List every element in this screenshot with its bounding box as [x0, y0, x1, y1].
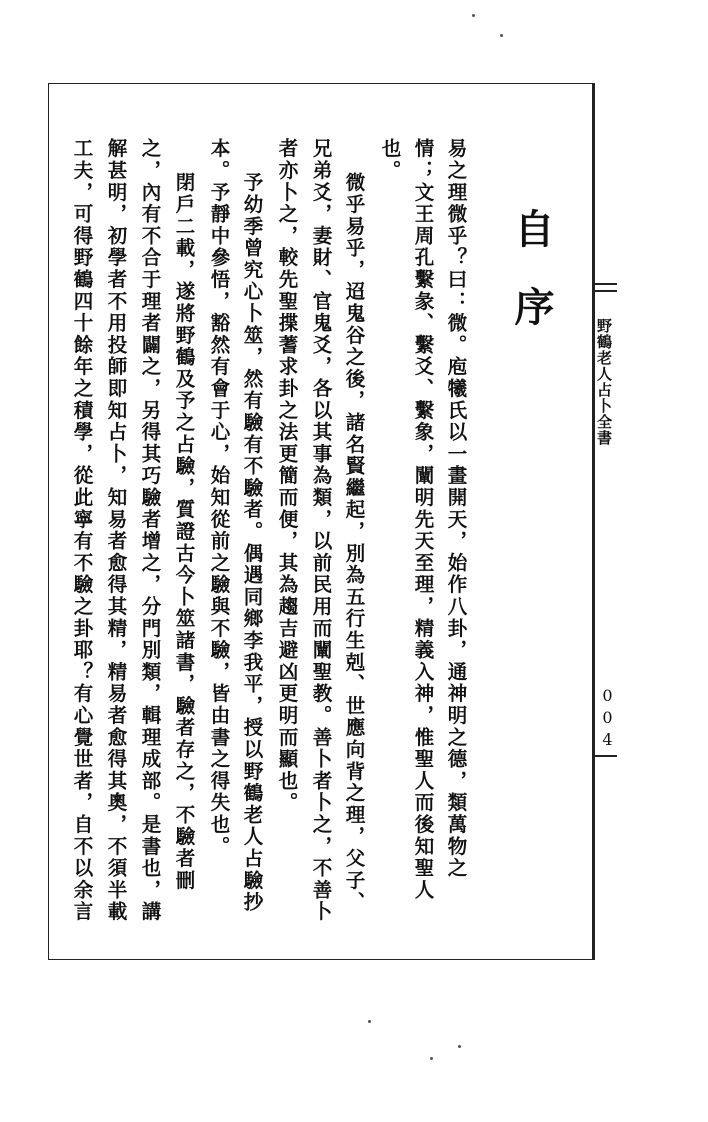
text-column: 情；文王周孔繫彖、繫爻、繫象，闡明先天至理，精義入神，惟聖人而後知聖人 — [411, 138, 435, 901]
text-column: 微乎易乎，迢鬼谷之後，諸名賢繼起，別為五行生剋、世應向背之理，父子、 — [342, 172, 366, 914]
text-column: 也。 — [378, 138, 402, 182]
scan-speck — [430, 1057, 433, 1060]
page-number: 004 — [598, 686, 617, 752]
text-column: 解甚明，初學者不用投師即知占卜，知易者愈得其精，精易者愈得其奧，不須半載 — [104, 138, 128, 923]
page-title: 自序 — [508, 208, 555, 364]
head-tab-top — [593, 283, 617, 285]
scan-speck — [472, 14, 475, 17]
scan-speck — [368, 1020, 371, 1023]
text-column: 者亦卜之，較先聖揲蓍求卦之法更簡而便，其為趨吉避凶更明而顯也。 — [275, 138, 299, 814]
text-column: 本。予靜中參悟，豁然有會于心，始知從前之驗與不驗，皆由書之得失也。 — [207, 138, 231, 858]
text-column: 之，內有不合于理者闢之，另得其巧驗者增之，分門別類，輯理成部。是書也，講 — [138, 138, 162, 923]
text-column: 工夫，可得野鶴四十餘年之積學，從此寧有不驗之卦耶？有心覺世者，自不以余言 — [70, 138, 94, 923]
text-column: 易之理微乎？曰：微。庖犧氏以一畫開天，始作八卦，通神明之德，類萬物之 — [444, 138, 468, 880]
text-column: 閉戶二載，遂將野鶴及予之占驗，質證古今卜筮諸書，驗者存之，不驗者刪 — [172, 172, 196, 892]
running-head: 野鶴老人占卜全書 — [595, 318, 613, 446]
text-column: 兄弟爻，妻財、官鬼爻，各以其事為類，以前民用而闡聖教。善卜者卜之，不善卜 — [309, 138, 333, 923]
text-column: 予幼季曾究心卜筮，然有驗有不驗者。偶遇同鄉李我平，授以野鶴老人占驗抄 — [240, 172, 264, 914]
pageno-rule — [593, 755, 617, 757]
scan-speck — [500, 34, 503, 37]
right-border — [593, 83, 595, 960]
scan-speck — [458, 1045, 461, 1048]
head-tab-bottom — [593, 290, 617, 292]
